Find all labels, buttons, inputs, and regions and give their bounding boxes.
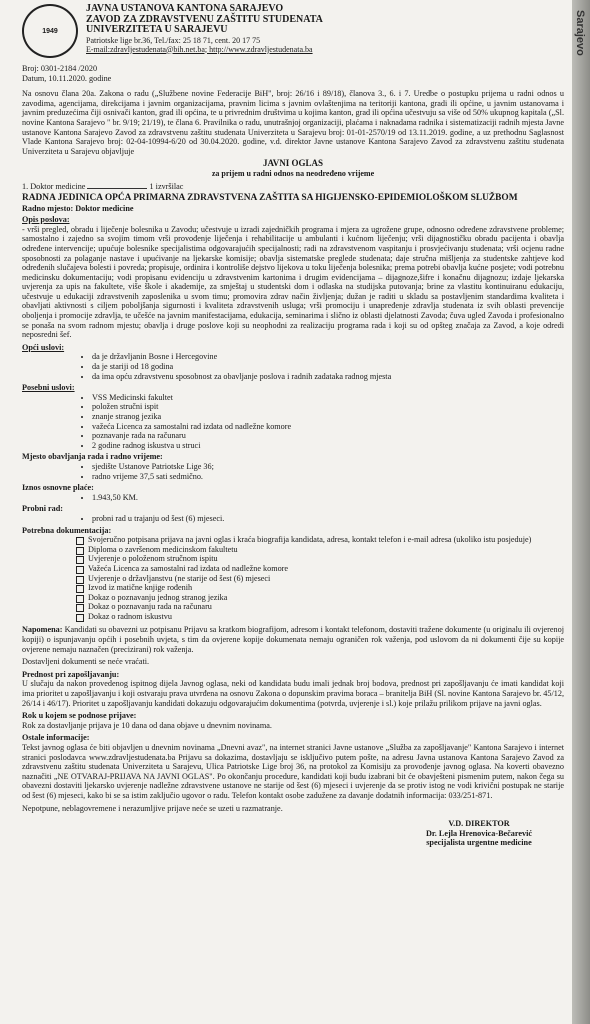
document-number: Broj: 0301-2184 /2020 xyxy=(22,64,98,73)
letterhead-line3: UNIVERZITETA U SARAJEVU xyxy=(86,24,228,35)
workplace: Radno mjesto: Doktor medicine xyxy=(22,203,134,213)
ad-subtitle: za prijem u radni odnos na neodređeno vrijeme xyxy=(211,168,375,178)
position-line xyxy=(22,182,564,192)
work-unit: RADNA JEDINICA OPĆA PRIMARNA ZDRAVSTVENA ZAŠTITA SA HIGIJENSKO-EPIDEMIOLOŠKOM SLUŽBOM xyxy=(22,193,518,204)
list-item: • važeća Licenca za samostalni rad izdata od nadležne komore xyxy=(92,422,564,432)
list-item: Dokaz o radnom iskustvu xyxy=(88,612,564,622)
list-item: Važeća Licenca za samostalni rad izdata od nadležne komore xyxy=(88,564,564,574)
closing-text: Nepotpune, neblagovremene i nerazumljive prijave neće se uzeti u razmatranje. xyxy=(22,803,283,813)
letterhead-line1: JAVNA USTANOVA KANTONA SARAJEVO xyxy=(86,3,284,14)
signature-block xyxy=(22,819,564,848)
document-date: Datum, 10.11.2020. godine xyxy=(22,73,112,83)
list-item: • položen stručni ispit xyxy=(92,402,564,412)
deadline-title: Rok u kojem se podnose prijave: xyxy=(22,711,137,721)
logo-year: 1949 xyxy=(42,27,58,35)
list-item: • da je državljanin Bosne i Hercegovine xyxy=(92,352,564,362)
letterhead-address: Patriotske lige br.36, Tel./fax: 25 18 71, cent. 20 17 75 xyxy=(86,35,261,45)
list-item: • radno vrijeme 37,5 sati sedmično. xyxy=(92,472,564,482)
list-item: • 1.943,50 KM. xyxy=(92,493,564,503)
special-title: Posebni uslovi: xyxy=(22,383,75,393)
signature-title: specijalista urgentne medicine xyxy=(426,838,532,848)
list-item: Diploma o završenom medicinskom fakultetu xyxy=(88,545,564,555)
position-name: 1. Doktor medicine xyxy=(22,181,86,191)
signature-name: Dr. Lejla Hrenovica-Bečarević xyxy=(425,828,533,838)
adjacent-page-edge xyxy=(572,0,590,1024)
letterhead-email: E-mail:zdravljestudenata@bih.net.ba; http://www.zdravljestudenata.ba xyxy=(86,44,313,54)
list-item: • sjedište Ustanove Patriotske Lige 36; xyxy=(92,462,564,472)
letterhead-line2: ZAVOD ZA ZDRAVSTVENU ZAŠTITU STUDENATA xyxy=(86,13,323,25)
letterhead xyxy=(22,4,564,64)
general-list xyxy=(22,352,564,381)
no-return-text: Dostavljeni dokumenti se neće vraćati. xyxy=(22,657,150,667)
place-list xyxy=(22,462,564,481)
duties-text: - vrši pregled, obradu i liječenje bolesnika u Zavodu; učestvuje u izradi zajedničkih programa i mjera za ugrožene grupe, odnosno određene zdravstvene probleme; samostalno i zajedno sa svojim timom vrši provođenje liječenja i rehabilitacije u ambulanti i kućnom liječenju; vrši dijagnostičku obradu pacijenta i obavlja određene intervencije; upućuje bolesnike specijalistima odgovarajućih specijalnosti; radi na zdravstvenom vaspitanju i prosvjećivanju studenata; vrši ocjenu radne sposobnosti za polaganje nastave i upućivanje na ljekarske komisije; obavlja sistematske preglede studenata; daje stručna mišljenja za studentske zahtjeve kod određenih slučajeva bolesti i povreda; propisuje, ordinira i kontroliše dejstvo lijekova u toku liječenja bolesnika; prema potrebi obavlja kućne posjete; vodi potrebnu medicinsku dokumentaciju; vodi propisanu evidenciju u zdravstvenim kartonima i drugim evidencijama – dijagnoze,šifre i konačnu dijagnozu; izdaje ljekarska uvjerenja za upis na fakultete, više škole i akademije, za smještaj u studentski dom i odlaska na studijska putovanja; brine za vlastitu kontinuiranu edukaciju, učestvuje u edukaciji zdravstvenih zaposlenika u svom timu; promovira zdrav način življenja; dužan je raditi u skladu sa postavljenim standardima kvaliteta i obavljati aktivnosti s ciljem poboljšanja sigurnosti i kvaliteta zdravstvenih usluga; vrši promociju i unapređenje zdravlja studenata iz svih oblasti prevencije oboljenja i promocije zdravlja, te učešće na javnim manifestacijama, edukacija, seminarima i slično iz oblasti djelatnosti Zavoda; čuva ugled Zavoda i profesionalno se ponaša na svom radnom mjestu; obavlja i druge poslove koji su neophodni za realizaciju programa rada i koji su od opšteg značaja za Zavod, a koje odredi neposredni šef. xyxy=(22,224,564,340)
list-item: Izvod iz matične knjige rođenih xyxy=(88,583,564,593)
ad-title: JAVNI OGLAS xyxy=(262,158,324,169)
letterhead-text xyxy=(86,4,323,54)
priority-title: Prednost pri zapošljavanju: xyxy=(22,669,120,679)
duties-title: Opis poslova: xyxy=(22,215,70,225)
place-title: Mjesto obavljanja rada i radno vrijeme: xyxy=(22,452,163,462)
other-title: Ostale informacije: xyxy=(22,733,90,743)
note-text: Kandidati su obavezni uz potpisanu Prijavu sa kratkom biografijom, adresom i kontakt telefonom, dostaviti tražene dokumente (u originalu ili ovjerenoj kopiji) o ispunjavanju općih i posebnih uvjeta, s tim da ovjerene kopije dokumenata nemaju ograničen rok važenja, pod uslovom da ni dokumenti čije su kopije ovjerene nemaju naznačen (precizirani) rok važenja. xyxy=(22,625,564,654)
list-item: Svojeručno potpisana prijava na javni oglas i kraća biografija kandidata, adresa, kontakt telefon i e-mail adresa (ukoliko istu posjeduje) xyxy=(88,535,564,545)
special-list xyxy=(22,393,564,451)
list-item: • znanje stranog jezika xyxy=(92,412,564,422)
list-item: • 2 godine radnog iskustva u struci xyxy=(92,441,564,451)
signature-role: V.D. DIREKTOR xyxy=(448,819,510,829)
institution-logo xyxy=(22,4,78,58)
intro-paragraph: Na osnovu člana 20a. Zakona o radu („Službene novine Federacije BiH", broj: 26/16 i 89/18), članova 3., 6. i 7. Uredbe o postupku prijema u radni odnos u zavodima, agencijama, direkcijama i javnim organizacijama, pravnim licima s javnim ovlaštenjima na teritoriji kantona, gradi ili općine, u javnim ustanovama i javnim preduzećima čiji osnivači kanton, grad ili općina, te u privrednim društvima u kojima kanton, grad ili općina učestvuju sa više od 50% ukupnog kapitala („Sl. novine Kantona Sarajevo " br. 9/19; 21/19), te člana 6. Pravilnika o radu, unutrašnjoj organizaciji, plaćama i naknadama radnika i sistematizaciji radnih mjesta Javne ustanove Kantona Sarajevo Zavod za zdravstvenu zaštitu studenata Univerziteta u Sarajevu broj: 01-01-2570/19 od 13.11.2019. godine, a uz prethodnu Saglasnost Vlade Kantona Sarajevo broj: 02-04-10994-6/20 od 30.04.2020. godine, v.d. direktor Javne ustanove Kantona Sarajevo Zavod za zdravstvenu zaštitu studenata Univerziteta u Sarajevu objavljuje xyxy=(22,89,564,156)
list-item: • probni rad u trajanju od šest (6) mjeseci. xyxy=(92,514,564,524)
list-item: • da ima opću zdravstvenu sposobnost za obavljanje poslova i radnih zadataka radnog mjesta xyxy=(92,372,564,382)
position-count: 1 izvršilac xyxy=(149,181,184,191)
list-item: Dokaz o poznavanju jednog stranog jezika xyxy=(88,593,564,603)
list-item: • poznavanje rada na računaru xyxy=(92,431,564,441)
other-text: Tekst javnog oglasa će biti objavljen u dnevnim novinama „Dnevni avaz", na internet stranici Javne ustanove „Služba za zapošljavanje" Kantona Sarajevo i internet stranici poslodavca www.zdravljestudenata.ba Prijavu sa dokazima, dostavljaju se isključivo putem pošte, na adresu Javna ustanova Kantona Sarajevo Zavod za zdravstvenu zaštitu studenata Univerziteta u Sarajevu, Ulica Patriotske Lige broj 36, na protokol za Komisiju za provođenje javnog oglasa. Na koverti obavezno naznačiti „NE OTVARAJ-PRIJAVA NA JAVNI OGLAS". Po okončanju procedure, kandidati koji budu izabrani bit će obavješteni pismenim putem, nakon čega su obavezni dostaviti ljekarsko uvjerenje nadležne zdravstvene ustanove ne starije od šest (6) mjeseci i uvjerenje da se protiv istog ne vodi krivični postupak ne starije od šest (6) mjeseci, kako bi se sa istim zaključio ugovor o radu. Telefon kontakt osobe zadužene za davanje dodatnih informacija: 033/251-871. xyxy=(22,743,564,800)
trial-title: Probni rad: xyxy=(22,504,64,514)
document-content xyxy=(22,4,564,848)
deadline-text: Rok za dostavljanje prijava je 10 dana od dana objave u dnevnim novinama. xyxy=(22,720,272,730)
salary-title: Iznos osnovne plaće: xyxy=(22,483,94,493)
docs-title: Potrebna dokumentacija: xyxy=(22,525,112,535)
trial-list xyxy=(22,514,564,524)
note-paragraph xyxy=(22,625,564,654)
list-item: Uvjerenje o državljanstvu (ne starije od šest (6) mjeseci xyxy=(88,574,564,584)
priority-text: U slučaju da nakon provedenog ispitnog dijela Javnog oglasa, neki od kandidata budu imali jednak broj bodova, prednost pri zapošljavanju će imati kandidat koji ima prioritet u zapošljavanju i koji ostvaraju prava utvrđena na osnovu Zakona o dopunskim pravima boraca – branitelja BiH (Sl. novine Kantona Sarajevo br. 45/12, 26/14 i 46/17). Prioritet u zapošljavanju kandidati dokazuju odgovarajućim dokumentima (potvrda, uvjerenje i sl.) koje prilažu prilikom prijave na javni oglas. xyxy=(22,679,564,708)
list-item: Dokaz o poznavanju rada na računaru xyxy=(88,602,564,612)
salary-list xyxy=(22,493,564,503)
edge-text: Sarajevo xyxy=(574,10,586,56)
list-item: Uvjerenje o položenom stručnom ispitu xyxy=(88,554,564,564)
docs-list xyxy=(22,535,564,621)
general-title: Opći uslovi: xyxy=(22,342,65,352)
list-item: • VSS Medicinski fakultet xyxy=(92,393,564,403)
list-item: • da je stariji od 18 godina xyxy=(92,362,564,372)
note-label: Napomena: xyxy=(22,625,63,635)
